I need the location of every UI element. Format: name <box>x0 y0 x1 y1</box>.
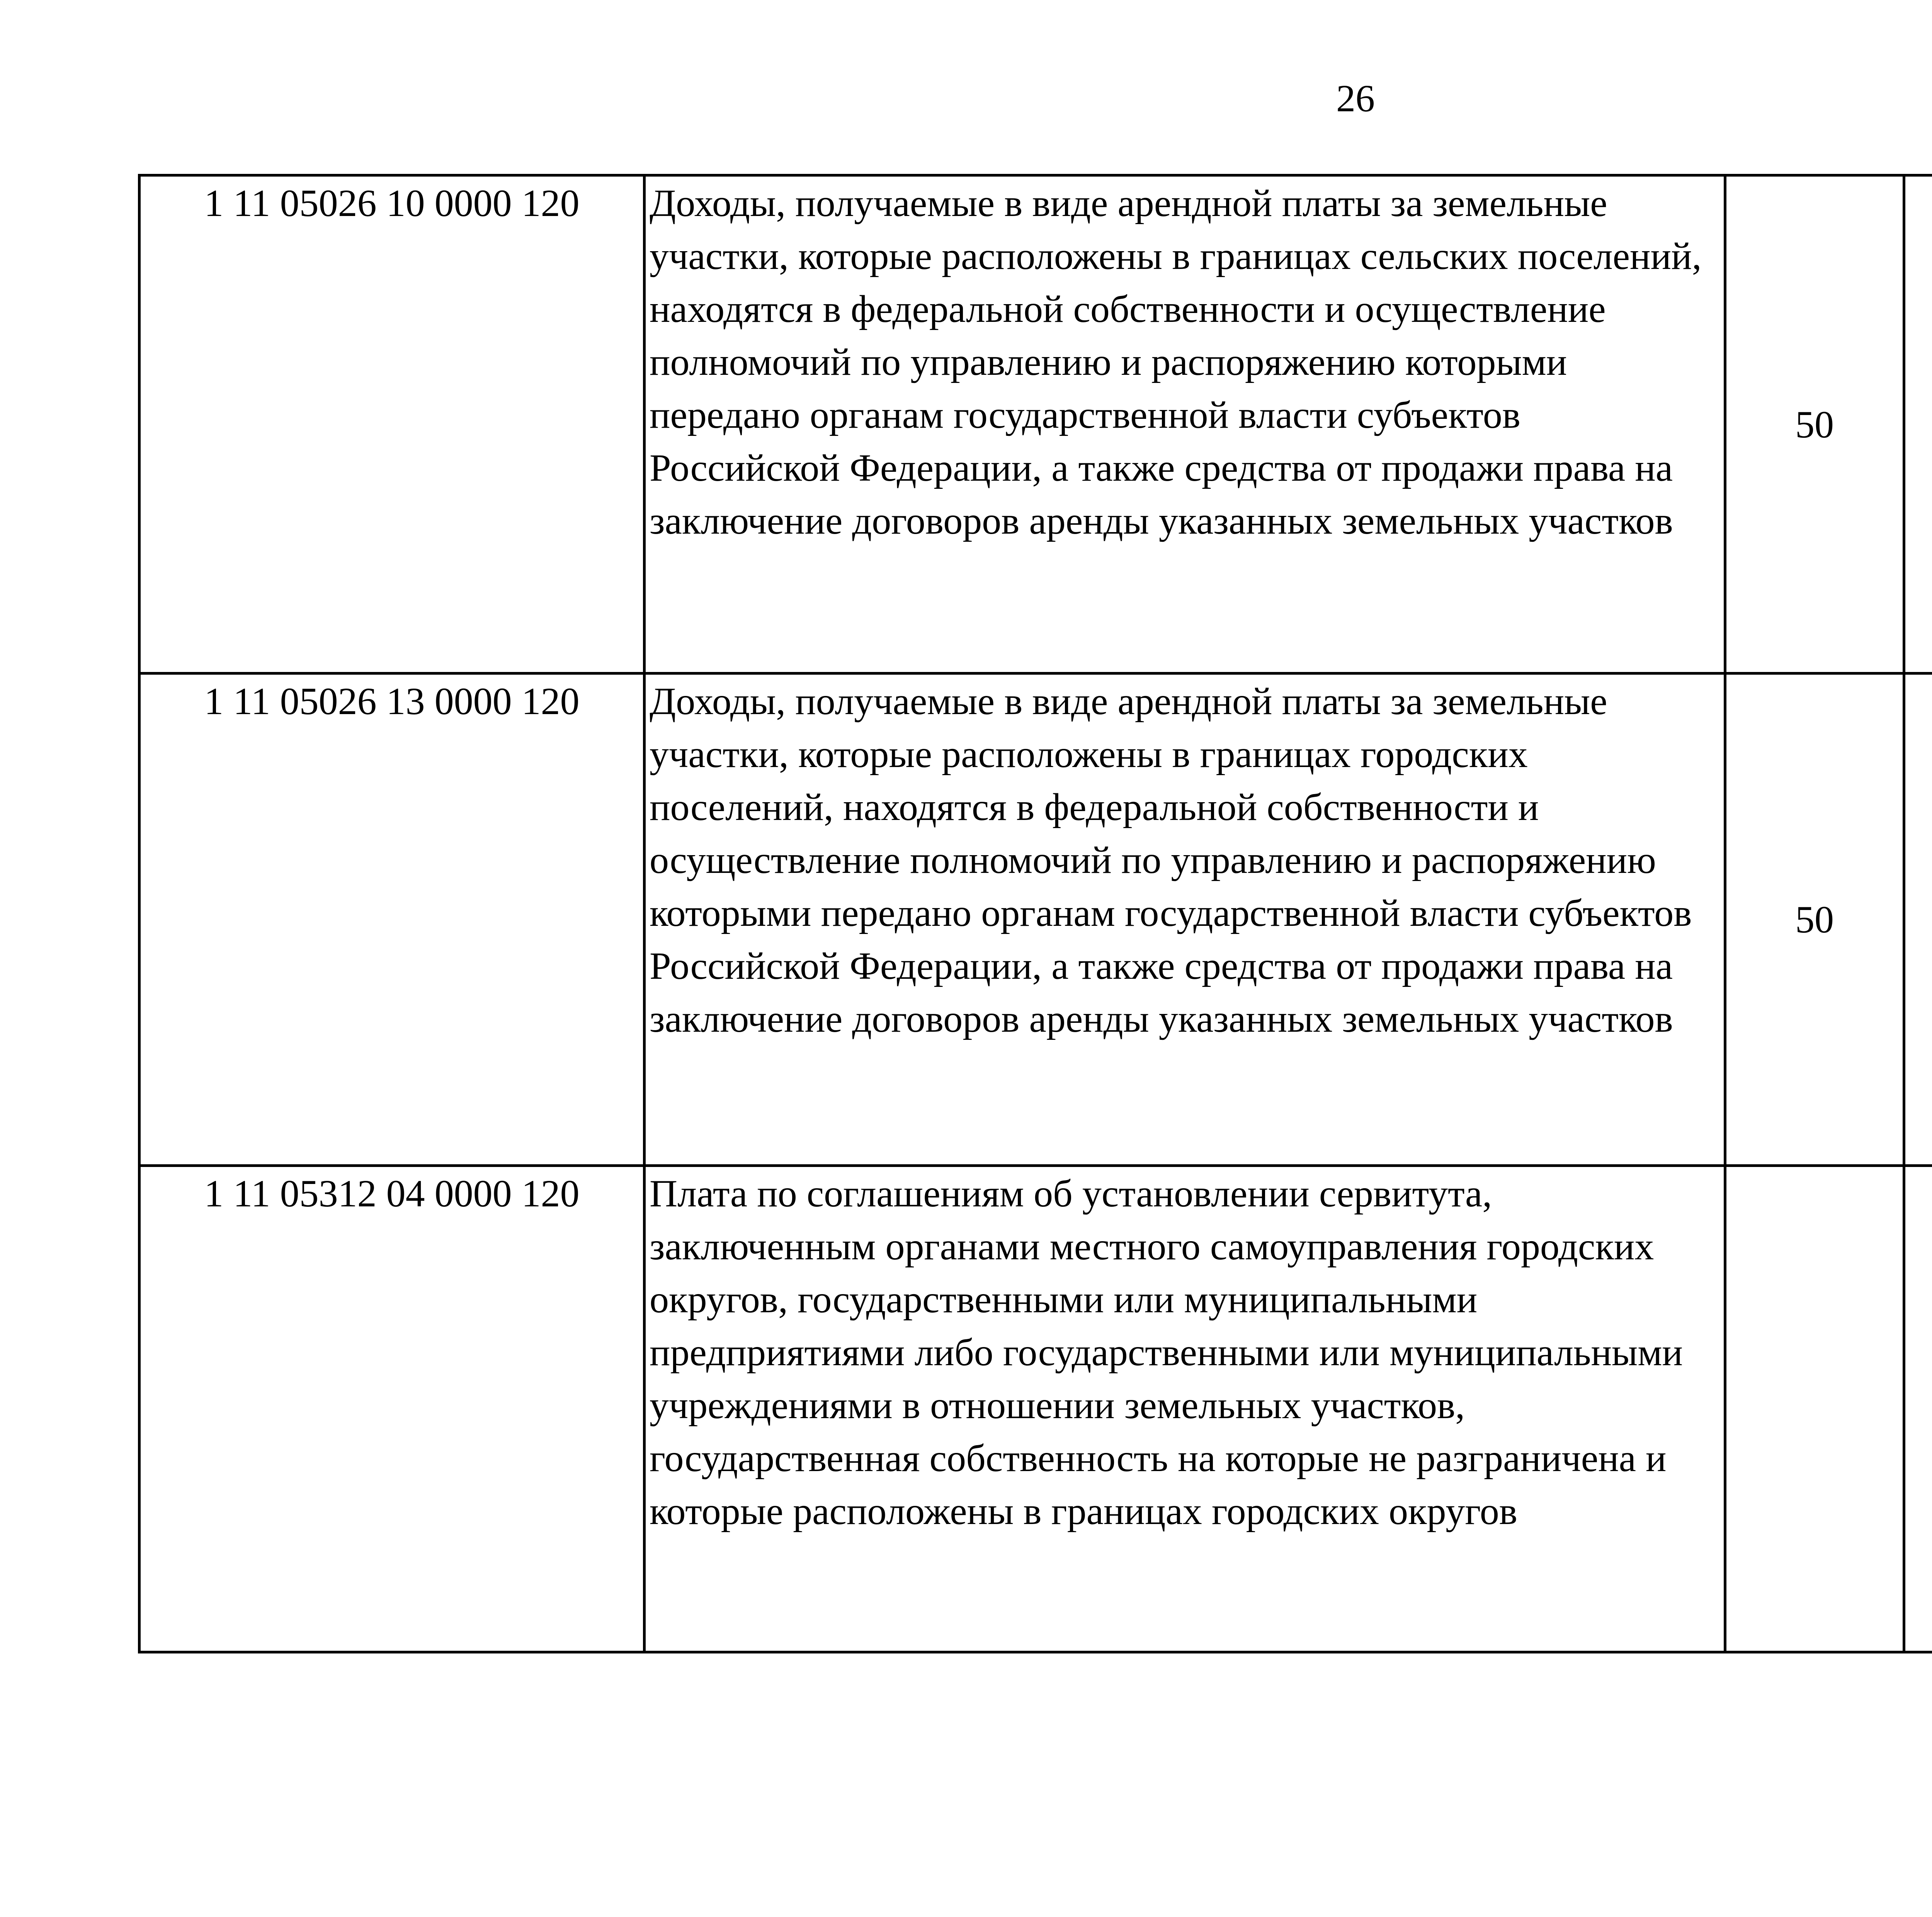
value-cell-2 <box>1904 175 1932 674</box>
table-row <box>139 674 1932 1166</box>
page-number: 26 <box>1336 77 1375 120</box>
revenue-description-cell: Доходы, получаемые в виде арендной платы за земельные участки, которые расположены в границах сельских поселений, находятся в федеральной собственности и осуществление полномочий по управлению и распоряжению которыми передано органам государственной власти субъектов Российской Федерации, а также средства от продажи права на заключение договоров аренды указанных земельных участков <box>645 175 1725 674</box>
table-row <box>139 1166 1932 1652</box>
revenue-description-cell: Плата по соглашениям об установлении сервитута, заключенным органами местного самоуправления городских округов, государственными или муниципальными предприятиями либо государственными или муниципальными учреждениями в отношении земельных участков, государственная собственность на которые не разграничена и которые расположены в границах городских округов <box>645 1166 1725 1652</box>
value-cell-2 <box>1904 674 1932 1166</box>
revenue-table <box>138 174 1932 1653</box>
value-cell-2 <box>1904 1166 1932 1652</box>
revenue-code-cell: 1 11 05026 10 0000 120 <box>139 175 645 674</box>
revenue-code-cell: 1 11 05312 04 0000 120 <box>139 1166 645 1652</box>
value-cell-1 <box>1725 1166 1904 1652</box>
table-row <box>139 175 1932 674</box>
revenue-description-cell: Доходы, получаемые в виде арендной платы за земельные участки, которые расположены в границах городских поселений, находятся в федеральной собственности и осуществление полномочий по управлению и распоряжению которыми передано органам государственной власти субъектов Российской Федерации, а также средства от продажи права на заключение договоров аренды указанных земельных участков <box>645 674 1725 1166</box>
value-cell-1: 50 <box>1725 674 1904 1166</box>
revenue-code-cell: 1 11 05026 13 0000 120 <box>139 674 645 1166</box>
value-cell-1: 50 <box>1725 175 1904 674</box>
